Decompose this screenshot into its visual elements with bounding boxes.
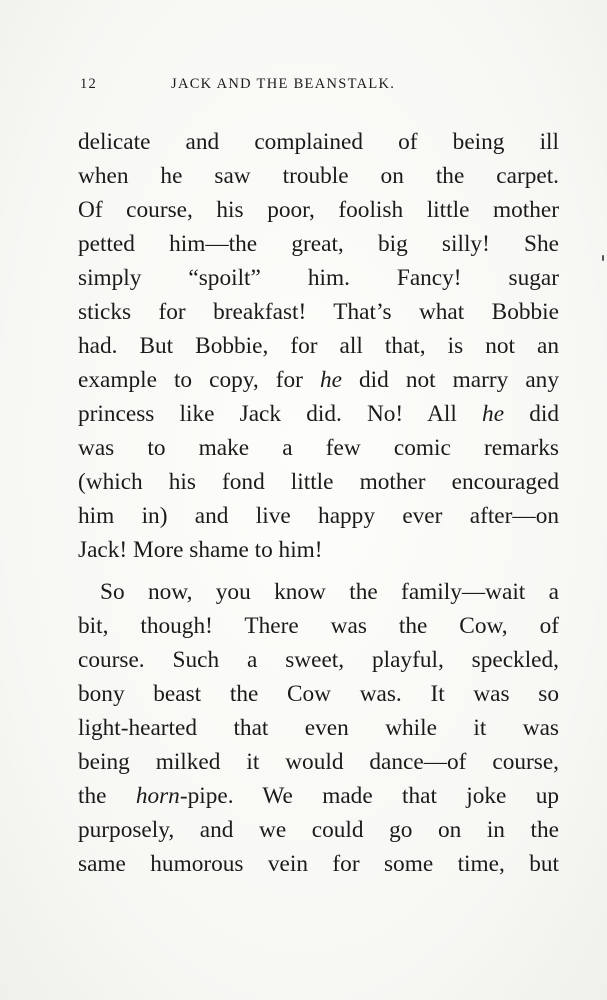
text-run: -pipe. We made that joke up [179,783,560,809]
text-line: delicate and complained of being ill [78,129,559,155]
paragraph-2 [78,575,559,881]
emphasis: horn [135,783,180,809]
text-line: purposely, and we could go on in the [78,817,559,843]
text-run: did [529,401,560,427]
running-head [80,76,560,98]
text-line: being milked it would dance—of course, [78,749,559,775]
text-line: light-hearted that even while it was [78,715,559,741]
text-line: course. Such a sweet, playful, speckled, [78,647,559,673]
text-run: example to copy, for [78,367,303,393]
text-line: simply “spoilt” him. Fancy! sugar [78,265,559,291]
text-run: did not marry any [359,367,559,393]
text-line: bony beast the Cow was. It was so [78,681,559,707]
text-line [78,779,559,813]
body-text [78,125,559,881]
text-line: petted him—the great, big silly! She [78,231,559,257]
text-line: same humorous vein for some time, but [78,851,559,877]
text-line: sticks for breakfast! That’s what Bobbie [78,299,559,325]
running-title: JACK AND THE BEANSTALK. [171,76,396,92]
page-number: 12 [80,76,98,92]
text-line [78,363,559,397]
paragraph-1 [78,125,559,567]
text-line: So now, you know the family—wait a [100,579,559,605]
text-line: bit, though! There was the Cow, of [78,613,559,639]
emphasis: he [482,401,505,427]
text-line: him in) and live happy ever after—on [78,503,559,529]
text-run: the [78,783,107,809]
text-line: when he saw trouble on the carpet. [78,163,559,189]
page-speck [602,255,604,261]
text-line: had. But Bobbie, for all that, is not an [78,333,559,359]
emphasis: he [319,367,342,393]
paragraph-gap [78,567,559,575]
text-line [78,397,559,431]
text-run: princess like Jack did. No! All [78,401,457,427]
text-line: Of course, his poor, foolish little mother [78,197,559,223]
text-line: (which his fond little mother encouraged [78,469,559,495]
text-line: was to make a few comic remarks [78,435,559,461]
text-line: Jack! More shame to him! [78,537,323,563]
